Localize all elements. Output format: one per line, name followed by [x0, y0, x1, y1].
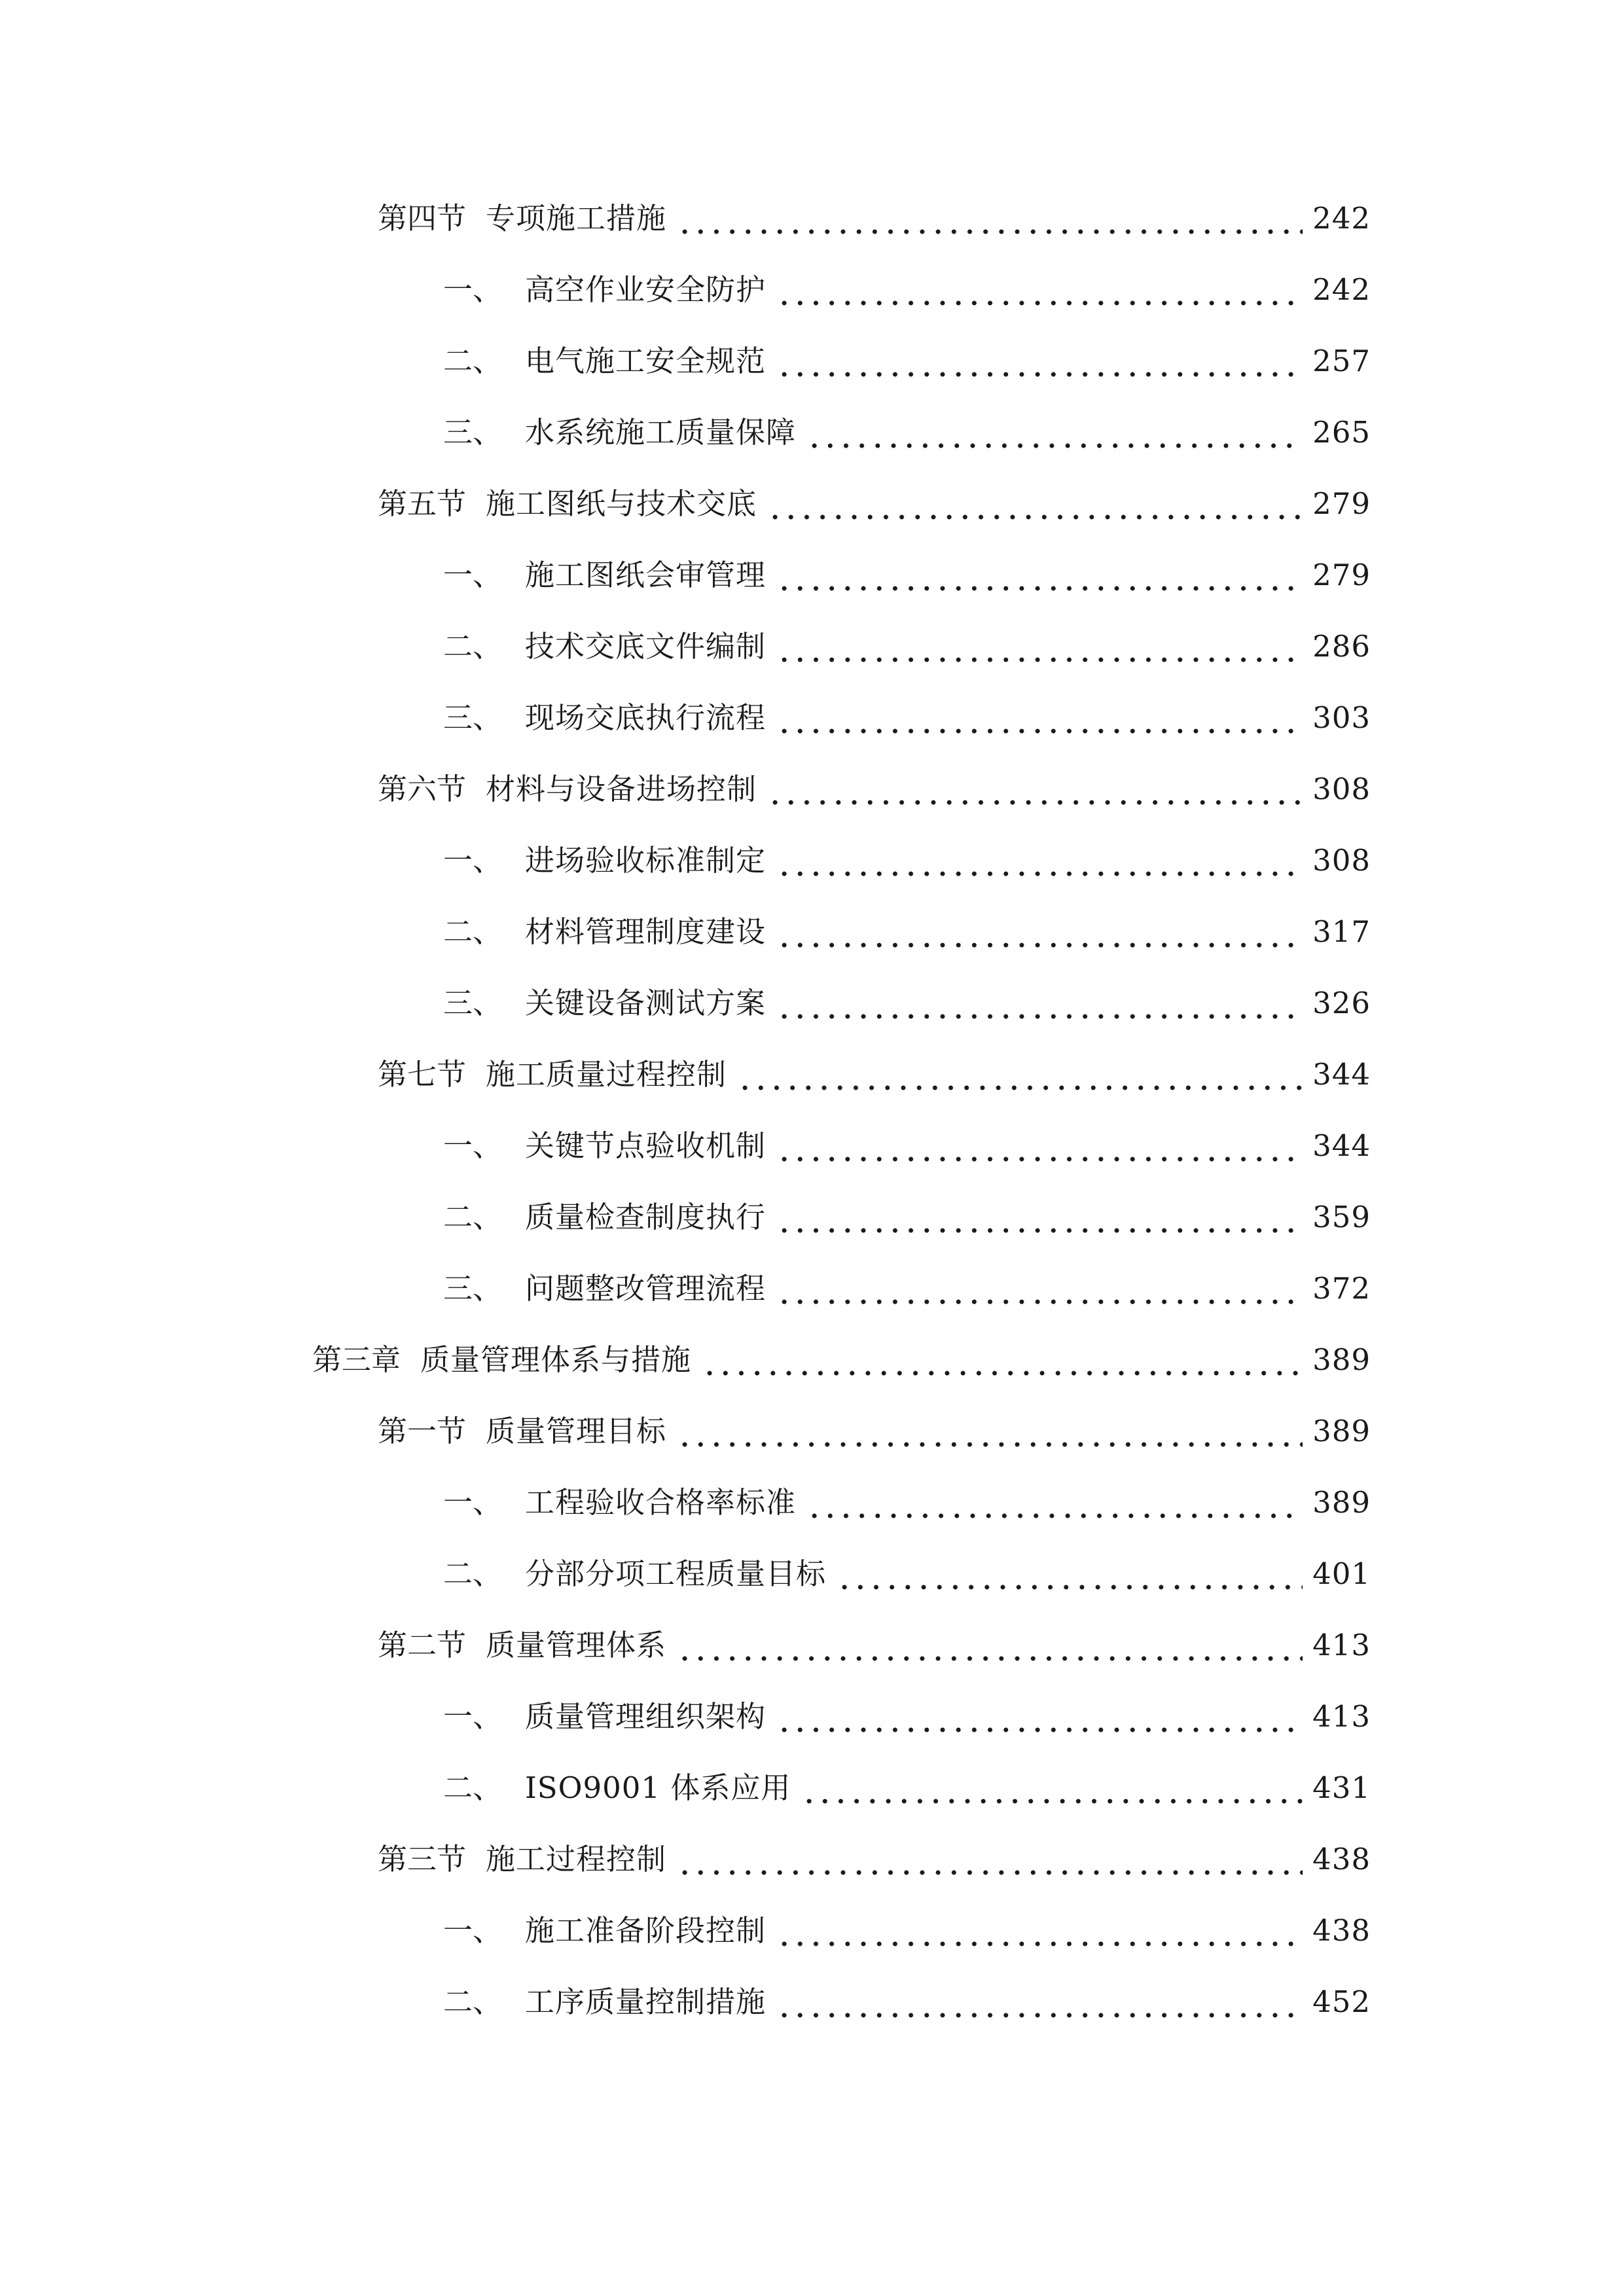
dot-leader [801, 1765, 1303, 1812]
toc-entry-number: 三、 [443, 1271, 503, 1306]
toc-entry[interactable] [443, 1479, 1371, 1526]
toc-entry-page: 303 [1312, 700, 1371, 735]
toc-entry[interactable] [443, 1122, 1371, 1170]
toc-entry-page: 265 [1312, 415, 1371, 450]
toc-entry-page: 359 [1312, 1200, 1371, 1234]
toc-entry[interactable] [443, 338, 1371, 385]
toc-entry-number: 二、 [443, 1770, 503, 1805]
toc-entry-title: 质量检查制度执行 [525, 1200, 767, 1234]
toc-entry-title: 水系统施工质量保障 [525, 415, 797, 450]
toc-entry-title: 高空作业安全防护 [525, 272, 767, 307]
toc-entry-page: 389 [1312, 1342, 1371, 1377]
toc-entry-page: 308 [1312, 772, 1371, 806]
toc-entry-page: 308 [1312, 843, 1371, 878]
toc-entry-page: 242 [1312, 201, 1371, 236]
toc-entry-number: 二、 [443, 1200, 503, 1234]
toc-entry-title: 施工质量过程控制 [486, 1057, 727, 1092]
dot-leader [806, 1479, 1303, 1526]
toc-entry-number: 第六节 [378, 772, 467, 806]
toc-entry[interactable] [443, 1979, 1371, 2026]
dot-leader [776, 338, 1303, 385]
toc-entry-number: 第七节 [378, 1057, 467, 1092]
dot-leader [776, 694, 1303, 742]
toc-entry-page: 242 [1312, 272, 1371, 307]
toc-entry-page: 389 [1312, 1414, 1371, 1448]
toc-entry-page: 413 [1312, 1628, 1371, 1662]
toc-entry-title: 施工过程控制 [486, 1842, 667, 1876]
toc-entry-number: 二、 [443, 344, 503, 378]
toc-entry-page: 413 [1312, 1699, 1371, 1734]
toc-entry-page: 431 [1312, 1770, 1371, 1805]
toc-entry-title: ISO9001 体系应用 [525, 1770, 791, 1805]
toc-entry-number: 第一节 [378, 1414, 467, 1448]
toc-entry[interactable] [443, 1693, 1371, 1740]
toc-entry-page: 452 [1312, 1984, 1371, 2019]
toc-entry[interactable] [378, 1836, 1371, 1883]
toc-entry-page: 279 [1312, 558, 1371, 592]
toc-entry-page: 438 [1312, 1842, 1371, 1876]
toc-entry-title: 分部分项工程质量目标 [525, 1556, 827, 1591]
toc-entry-number: 一、 [443, 1485, 503, 1520]
dot-leader [737, 1051, 1303, 1098]
dot-leader [776, 837, 1303, 884]
toc-entry-title: 质量管理组织架构 [525, 1699, 767, 1734]
toc-entry[interactable] [378, 766, 1371, 813]
toc-entry-page: 257 [1312, 344, 1371, 378]
dot-leader [776, 1194, 1303, 1241]
toc-entry-page: 438 [1312, 1913, 1371, 1948]
toc-entry[interactable] [378, 480, 1371, 528]
toc-entry-title: 工程验收合格率标准 [525, 1485, 797, 1520]
toc-entry-number: 一、 [443, 1128, 503, 1163]
dot-leader [702, 1336, 1303, 1384]
toc-entry-page: 326 [1312, 986, 1371, 1020]
toc-entry[interactable] [443, 837, 1371, 884]
toc-entry-title: 进场验收标准制定 [525, 843, 767, 878]
toc-entry[interactable] [378, 1051, 1371, 1098]
toc-entry-number: 一、 [443, 843, 503, 878]
toc-entry-title: 问题整改管理流程 [525, 1271, 767, 1306]
toc-entry[interactable] [443, 1194, 1371, 1241]
toc-entry-title: 工序质量控制措施 [525, 1984, 767, 2019]
toc-entry-title: 施工准备阶段控制 [525, 1913, 767, 1948]
toc-entry[interactable] [443, 694, 1371, 742]
toc-entry-title: 施工图纸与技术交底 [486, 486, 757, 521]
toc-entry[interactable] [443, 1907, 1371, 1954]
dot-leader [776, 1265, 1303, 1312]
toc-entry-number: 第五节 [378, 486, 467, 521]
toc-entry[interactable] [378, 1408, 1371, 1455]
toc-entry[interactable] [443, 980, 1371, 1027]
toc-entry[interactable] [443, 1265, 1371, 1312]
toc-entry-title: 材料管理制度建设 [525, 914, 767, 949]
toc-entry-page: 344 [1312, 1057, 1371, 1092]
toc-entry[interactable] [443, 552, 1371, 599]
dot-leader [677, 195, 1303, 242]
toc-entry-title: 材料与设备进场控制 [486, 772, 757, 806]
toc-entry[interactable] [443, 1551, 1371, 1598]
toc-entry-number: 二、 [443, 1556, 503, 1591]
dot-leader [776, 266, 1303, 314]
toc-entry-number: 一、 [443, 558, 503, 592]
toc-entry-number: 一、 [443, 272, 503, 307]
dot-leader [776, 908, 1303, 956]
toc-entry[interactable] [378, 1622, 1371, 1669]
toc-entry-number: 二、 [443, 629, 503, 664]
toc-entry-title: 电气施工安全规范 [525, 344, 767, 378]
toc-entry-number: 三、 [443, 415, 503, 450]
dot-leader [776, 1122, 1303, 1170]
dot-leader [776, 980, 1303, 1027]
toc-entry-title: 关键节点验收机制 [525, 1128, 767, 1163]
dot-leader [776, 1693, 1303, 1740]
dot-leader [767, 766, 1303, 813]
toc-entry-number: 三、 [443, 986, 503, 1020]
dot-leader [776, 1907, 1303, 1954]
toc-entry[interactable] [443, 908, 1371, 956]
toc-entry-number: 一、 [443, 1699, 503, 1734]
toc-entry-page: 279 [1312, 486, 1371, 521]
dot-leader [677, 1408, 1303, 1455]
toc-entry-number: 第四节 [378, 201, 467, 236]
toc-entry-number: 第二节 [378, 1628, 467, 1662]
toc-entry-title: 专项施工措施 [486, 201, 667, 236]
toc-entry-number: 二、 [443, 914, 503, 949]
toc-entry[interactable] [312, 1336, 1371, 1384]
toc-entry-number: 一、 [443, 1913, 503, 1948]
dot-leader [776, 623, 1303, 670]
dot-leader [677, 1836, 1303, 1883]
toc-entry-number: 第三节 [378, 1842, 467, 1876]
toc-entry[interactable] [443, 266, 1371, 314]
dot-leader [767, 480, 1303, 528]
toc-entry-title: 质量管理体系与措施 [420, 1342, 692, 1377]
toc-entry-number: 第三章 [312, 1342, 401, 1377]
toc-entry-title: 现场交底执行流程 [525, 700, 767, 735]
toc-entry-page: 344 [1312, 1128, 1371, 1163]
toc-entry-title: 关键设备测试方案 [525, 986, 767, 1020]
dot-leader [806, 409, 1303, 456]
toc-entry-title: 质量管理目标 [486, 1414, 667, 1448]
toc-entry[interactable] [443, 409, 1371, 456]
dot-leader [776, 1979, 1303, 2026]
toc-entry-page: 401 [1312, 1556, 1371, 1591]
toc-entry[interactable] [443, 623, 1371, 670]
toc-entry[interactable] [443, 1765, 1371, 1812]
dot-leader [677, 1622, 1303, 1669]
toc-entry[interactable] [378, 195, 1371, 242]
toc-entry-page: 286 [1312, 629, 1371, 664]
toc-entry-number: 二、 [443, 1984, 503, 2019]
dot-leader [776, 552, 1303, 599]
toc-entry-title: 质量管理体系 [486, 1628, 667, 1662]
toc-entry-number: 三、 [443, 700, 503, 735]
toc-entry-title: 技术交底文件编制 [525, 629, 767, 664]
toc-entry-page: 317 [1312, 914, 1371, 949]
dot-leader [837, 1551, 1303, 1598]
toc-entry-page: 389 [1312, 1485, 1371, 1520]
toc-entry-page: 372 [1312, 1271, 1371, 1306]
toc-entry-title: 施工图纸会审管理 [525, 558, 767, 592]
